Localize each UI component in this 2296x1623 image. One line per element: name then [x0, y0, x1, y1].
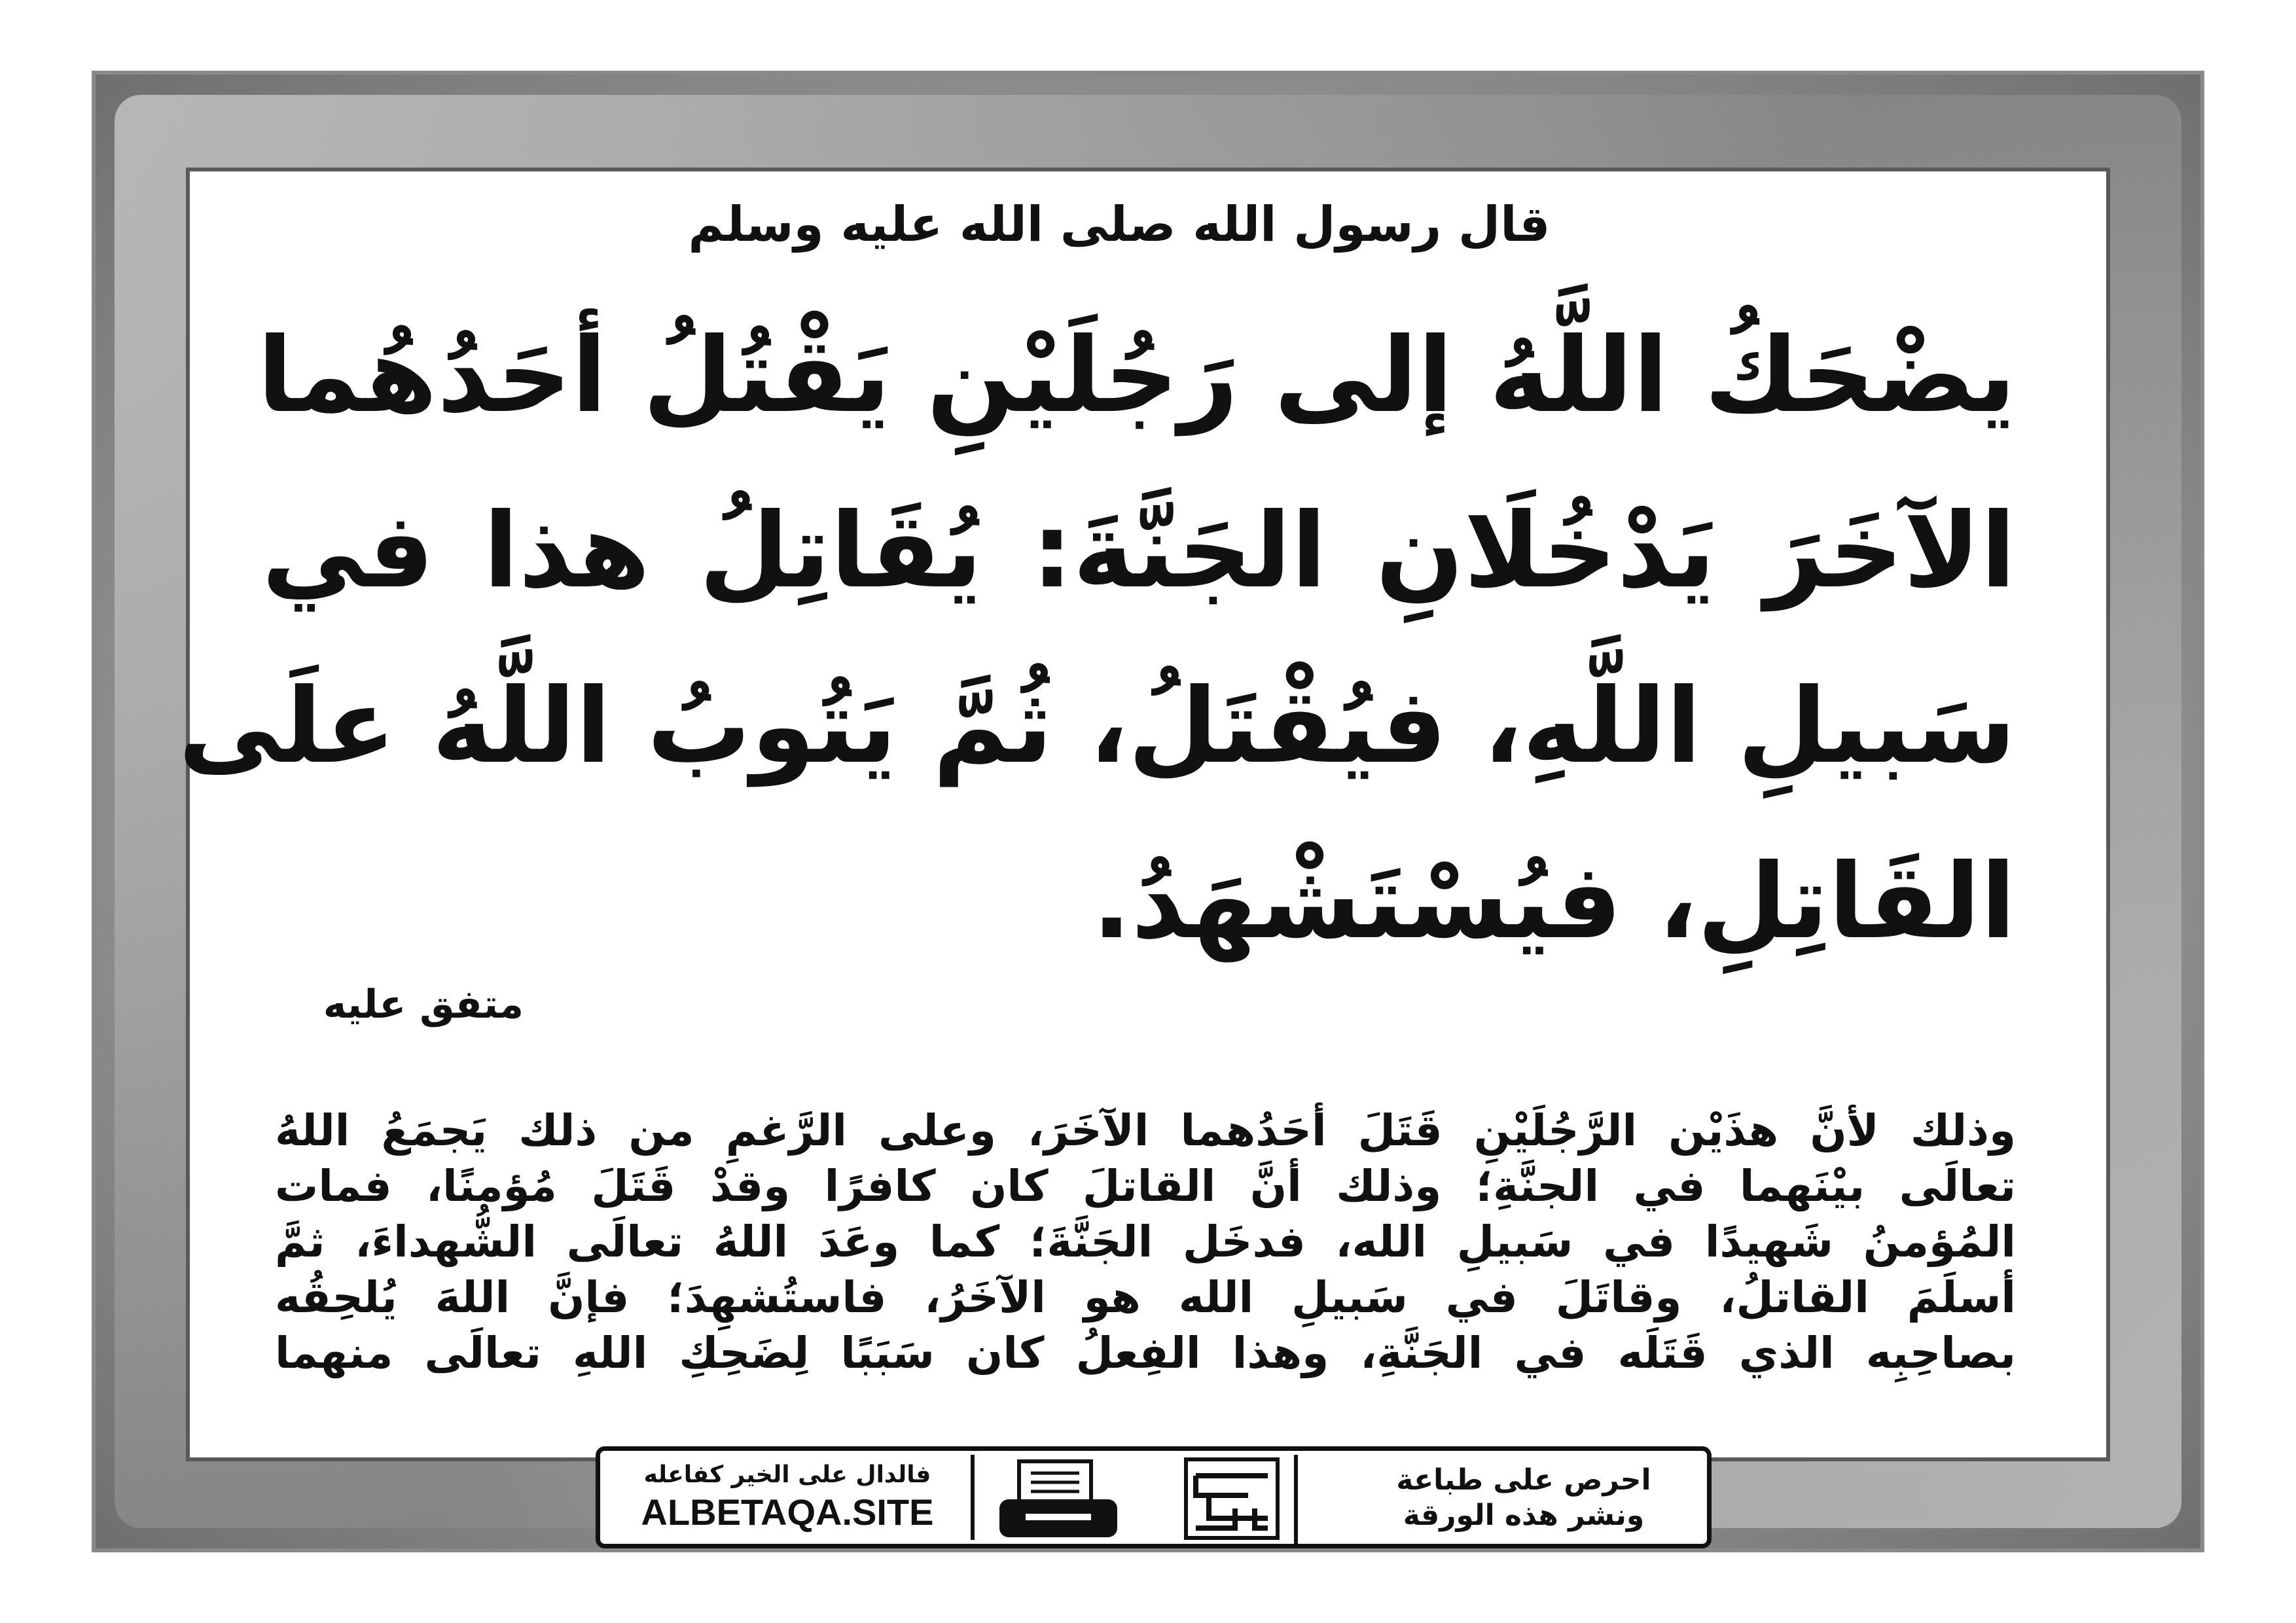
commentary-line: وذلك لأنَّ هذَيْن الرَّجُلَيْنِ قَتَلَ أحَدُهما الآخَرَ، وعلى الرَّغمِ من ذلك يَجمَعُ اللهُ — [275, 1105, 2016, 1156]
hadith-line: سَبيلِ اللَّهِ، فيُقْتَلُ، ثُمَّ يَتُوبُ اللَّهُ علَى — [178, 666, 2016, 787]
commentary-text — [275, 1103, 2016, 1381]
footer-tagline: فالدال على الخير كفاعله — [643, 1461, 931, 1488]
hadith-text — [178, 288, 2016, 990]
commentary-line: بصاحِبِه الذي قَتَلَه في الجَنَّةِ، وهذا الفِعلُ كان سَبَبًا لِضَحِكِ اللهِ تعالَى منهما — [275, 1328, 2016, 1378]
intro-heading: قال رسول الله صلى الله عليه وسلم — [688, 196, 1551, 253]
logo-icon — [1183, 1456, 1281, 1541]
hadith-line: الآخَرَ يَدْخُلَانِ الجَنَّةَ: يُقَاتِلُ هذا في — [262, 491, 2016, 611]
printer-icon — [993, 1459, 1124, 1540]
commentary-line: أسلَمَ القاتلُ، وقاتَلَ في سَبيلِ الله هو الآخَرُ، فاستُشهِدَ؛ فإنَّ اللهَ يُلحِقُه — [275, 1272, 2016, 1323]
footer-site-block — [604, 1455, 975, 1540]
cta-line-1: احرص على طباعة — [1396, 1463, 1651, 1497]
footer-banner — [596, 1446, 1712, 1548]
site-link[interactable]: ALBETAQA.SITE — [641, 1491, 934, 1533]
hadith-line: يضْحَكُ اللَّهُ إلى رَجُلَيْنِ يَقْتُلُ أحَدُهُما — [257, 315, 2016, 436]
commentary-line: تعالَى بيْنَهما في الجنَّةِ؛ وذلك أنَّ القاتلَ كان كافرًا وقدْ قَتَلَ مُؤمنًا، فمات — [275, 1161, 2016, 1211]
cta-line-2: ونشر هذه الورقة — [1403, 1499, 1645, 1532]
hadith-line: القَاتِلِ، فيُسْتَشْهَدُ. — [1092, 842, 2016, 962]
commentary-line: المُؤمنُ شَهيدًا في سَبيلِ الله، فدخَل الجَنَّةَ؛ كما وعَدَ اللهُ تعالَى الشُّهداءَ، ثمَّ — [275, 1217, 2016, 1267]
logo-mark — [1176, 1455, 1298, 1546]
hadith-source: متفق عليه — [323, 982, 524, 1027]
footer-call-to-action — [1367, 1463, 1681, 1533]
